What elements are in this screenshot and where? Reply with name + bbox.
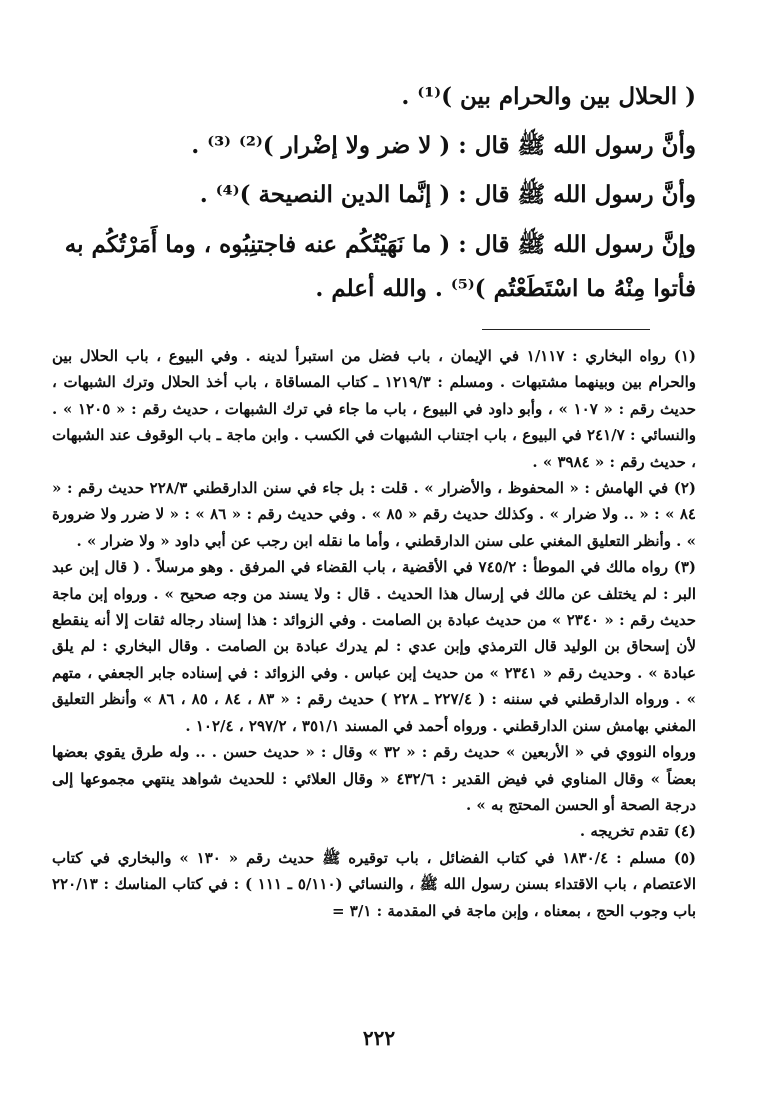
footnote-3-continuation: ورواه النووي في « الأربعين » حديث رقم : « ٣٢ » وقال : « حديث حسن . .. وله طرق يقوي بعضها بعضاً » وقال المناوي في فيض القدير : ٤٣٢/٦ « وقال العلائي : للحديث شواهد ينتهي مجموعها إلى درجة الصحة أو الحسن المحتج به » . xyxy=(52,743,696,814)
footnote-5: (٥) مسلم : ١٨٣٠/٤ في كتاب الفضائل ، باب توقيره ﷺ حديث رقم « ١٣٠ » والبخاري في كتاب الاعتصام ، باب الاقتداء بسنن رسول الله ﷺ ، والنسائي (٥/١١٠ ـ ١١١ ) : في كتاب المناسك : ٢٢٠/١٣ باب وجوب الحج ، بمعناه ، وإبن ماجة في المقدمة : ٣/١ = xyxy=(52,848,696,920)
footnote-3: (٣) رواه مالك في الموطأ : ٧٤٥/٢ في الأقضية ، باب القضاء في المرفق . وهو مرسلاً . ( قال إبن عبد البر : لم يختلف عن مالك في إرسال هذا الحديث . قال : ولا يسند من وجه صحيح » . ورواه إبن ماجة حديث رقم : « ٢٣٤٠ » من حديث عبادة بن الصامت . وفي الزوائد : هذا إسناد رجاله ثقات إلا أنه ينقطع لأن إسحاق بن الوليد قال الترمذي وإبن عدي : لم يدرك عبادة بن الصامت . وقال البخاري : لم يلق عبادة » . وحديث رقم « ٢٣٤١ » من حديث إبن عباس . وفي الزوائد : في إسناده جابر الجعفي ، متهم » . ورواه الدارقطني في سننه : ( ٢٢٧/٤ ـ ٢٢٨ ) حديث رقم : « ٨٣ ، ٨٤ ، ٨٥ ، ٨٦ » وأنظر التعليق المغني بهامش سنن الدارقطني . ورواه أحمد في المسند ٣٥١/١ ، ٢٩٧/٢ ، ١٠٢/٤ . xyxy=(52,558,697,735)
main-text xyxy=(55,72,696,311)
footnote-1: (١) رواه البخاري : ١/١١٧ في الإيمان ، باب فضل من استبرأ لدينه . وفي البيوع ، باب الحلال بين والحرام بين وبينهما مشتبهات . ومسلم : ١٢١٩/٣ ـ كتاب المساقاة ، باب أخذ الحلال وترك الشبهات ، حديث رقم : « ١٠٧ » ، وأبو داود في البيوع ، باب ما جاء في ترك الشبهات ، حديث رقم : « ١٢٠٥ » . والنسائي : ٢٤١/٧ في البيوع ، باب اجتناب الشبهات في الكسب . وابن ماجة ـ باب الوقوف عند الشبهات ، حديث رقم : « ٣٩٨٤ » . xyxy=(52,347,697,471)
footnote-2: (٢) في الهامش : « المحفوظ ، والأضرار » . قلت : بل جاء في سنن الدارقطني ٢٢٨/٣ حديث رقم : « ٨٤ » : « .. ولا ضرار » . وكذلك حديث رقم « ٨٥ » . وفي حديث رقم : « ٨٦ » : « لا ضرر ولا ضرورة » . وأنظر التعليق المغني على سنن الدارقطني ، وأما ما نقله ابن رجب عن أبي داود « ولا ضرار » . xyxy=(52,479,697,550)
hadith-line-3: وأنَّ رسول الله ﷺ قال : ( إنَّما الدين النصيحة )⁽⁴⁾ . xyxy=(199,181,696,208)
footnote-divider xyxy=(482,329,650,330)
hadith-line-2: وأنَّ رسول الله ﷺ قال : ( لا ضر ولا إضْرار )⁽²⁾ ⁽³⁾ . xyxy=(191,132,696,159)
hadith-line-4: وإنَّ رسول الله ﷺ قال : ( ما نَهَيْتُكُم عنه فاجتنِبُوه ، وما أَمَرْتُكُم به فأتوا مِنْهُ ما اسْتَطَعْتُم )⁽⁵⁾ . والله أعلم . xyxy=(64,231,696,302)
page-number: ٢٢٢ xyxy=(362,1026,396,1050)
footnote-4: (٤) تقدم تخريجه . xyxy=(579,822,696,841)
hadith-line-1: ( الحلال بين والحرام بين )⁽¹⁾ . xyxy=(401,83,696,110)
footnotes xyxy=(52,343,696,924)
